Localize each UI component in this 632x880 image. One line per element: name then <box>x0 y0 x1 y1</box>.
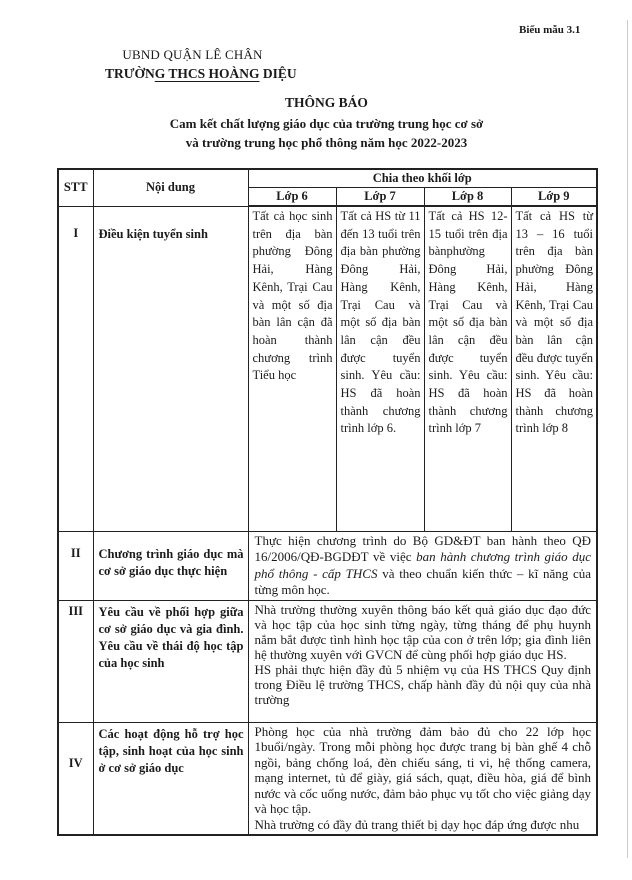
school-name-suffix: DIỆU <box>259 66 297 81</box>
content-italic-text: ban hành chương trình giáo dục phổ thông - cấp THCS <box>254 549 592 581</box>
row-label: Điều kiện tuyển sinh <box>93 206 248 531</box>
grade-6-cell: Tất cả học sinh trên địa bàn phường Đông Hải, Hàng Kênh, Trại Cau và một số địa bàn lân cận đã hoàn thành chương trình Tiểu học <box>248 206 336 531</box>
document-title-block <box>57 95 596 151</box>
content-paragraph: Nhà trường có đầy đủ trang thiết bị dạy học đáp ứng được nhu <box>254 817 580 833</box>
table-header-row-1 <box>58 169 597 188</box>
col-header-grade-9: Lớp 9 <box>511 188 597 207</box>
school-name-prefix: TRƯỜN <box>105 66 155 81</box>
page-scan-edge <box>627 20 628 858</box>
row-label: Chương trình giáo dục mà cơ sở giáo dục thực hiện <box>93 531 248 600</box>
table-row-enrollment <box>58 206 597 531</box>
school-name-underlined: G THCS HOÀNG <box>154 66 260 81</box>
col-header-grade-6: Lớp 6 <box>248 188 336 207</box>
row-stt: III <box>58 600 93 722</box>
table-row-family-coordination <box>58 600 597 722</box>
form-number-label: Biểu mẫu 3.1 <box>519 24 581 36</box>
col-header-group: Chia theo khối lớp <box>248 169 597 188</box>
row-content <box>248 600 597 722</box>
document-title: THÔNG BÁO <box>285 95 368 110</box>
row-content <box>248 531 597 600</box>
col-header-stt: STT <box>58 169 93 206</box>
row-stt: I <box>58 206 93 531</box>
content-text: và theo chuẩn kiến thức – kĩ năng của từng môn học. <box>254 565 592 597</box>
grade-9-cell: Tất cả HS từ 13 – 16 tuổi trên địa bàn phường Đông Hải, Hàng Kênh, Trại Cau và một số địa bàn lân cận đều được tuyển sinh. Yêu cầu: HS đã hoàn thành chương trình lớp 8 <box>511 206 597 531</box>
col-header-grade-8: Lớp 8 <box>424 188 511 207</box>
content-paragraph: HS phải thực hiện đầy đủ 5 nhiệm vụ của HS THCS Quy định trong Điều lệ trường THCS, chấp hành đầy đủ nội quy của nhà trường <box>254 661 592 707</box>
organization-header <box>105 47 297 82</box>
document-subtitle-2: và trường trung học phổ thông năm học 2022-2023 <box>185 135 468 150</box>
row-stt: IV <box>58 722 93 835</box>
table-row-support-activities <box>58 722 597 835</box>
col-header-grade-7: Lớp 7 <box>336 188 424 207</box>
row-stt: II <box>58 531 93 600</box>
school-name <box>105 66 297 82</box>
col-header-noi-dung: Nội dung <box>93 169 248 206</box>
row-content <box>248 722 597 835</box>
document-subtitle-1: Cam kết chất lượng giáo dục của trường trung học cơ sở <box>169 116 484 131</box>
commitment-table <box>57 168 598 836</box>
content-text: Thực hiện chương trình do Bộ GD&ĐT ban hành theo QĐ 16/2006/QĐ-BGDĐT về việc <box>254 532 592 564</box>
content-paragraph: Phòng học của nhà trường đảm bảo đủ cho 22 lớp học 1buổi/ngày. Trong mỗi phòng học được trang bị bàn ghế 4 chỗ ngồi, bảng chống loá, đèn chiếu sáng, ti vi, hệ thống camera, mạng internet, tủ để giày, giá sách, quạt, điều hòa, giá để bình nước và cốc uống nước, đảm bảo phục vụ tốt cho việc giảng dạy và học tập. <box>254 723 592 817</box>
row-label: Yêu cầu về phối hợp giữa cơ sở giáo dục và gia đình. Yêu cầu về thái độ học tập của học sinh <box>93 600 248 722</box>
org-parent-name: UBND QUẬN LÊ CHÂN <box>122 47 263 62</box>
table-row-curriculum <box>58 531 597 600</box>
grade-8-cell: Tất cả HS 12-15 tuổi trên địa bànphường Đông Hải, Hàng Kênh, Trại Cau và một số địa bàn lân cận đều được tuyển sinh. Yêu cầu: HS đã hoàn thành chương trình lớp 7 <box>424 206 511 531</box>
row-label: Các hoạt động hỗ trợ học tập, sinh hoạt của học sinh ở cơ sở giáo dục <box>93 722 248 835</box>
grade-7-cell: Tất cả HS từ 11 đến 13 tuổi trên địa bàn phường Đông Hải, Hàng Kênh, Trại Cau và một số địa bàn lân cận đều được tuyển sinh. Yêu cầu: HS đã hoàn thành chương trình lớp 6. <box>336 206 424 531</box>
content-paragraph: Nhà trường thường xuyên thông báo kết quả giáo dục đạo đức và học tập của học sinh từng ngày, từng tháng để phụ huynh nắm bắt được tình hình học tập của con ở trên lớp; gia đình liên hệ thường xuyên với GVCN để cùng phối hợp giáo dục HS. <box>254 601 592 662</box>
